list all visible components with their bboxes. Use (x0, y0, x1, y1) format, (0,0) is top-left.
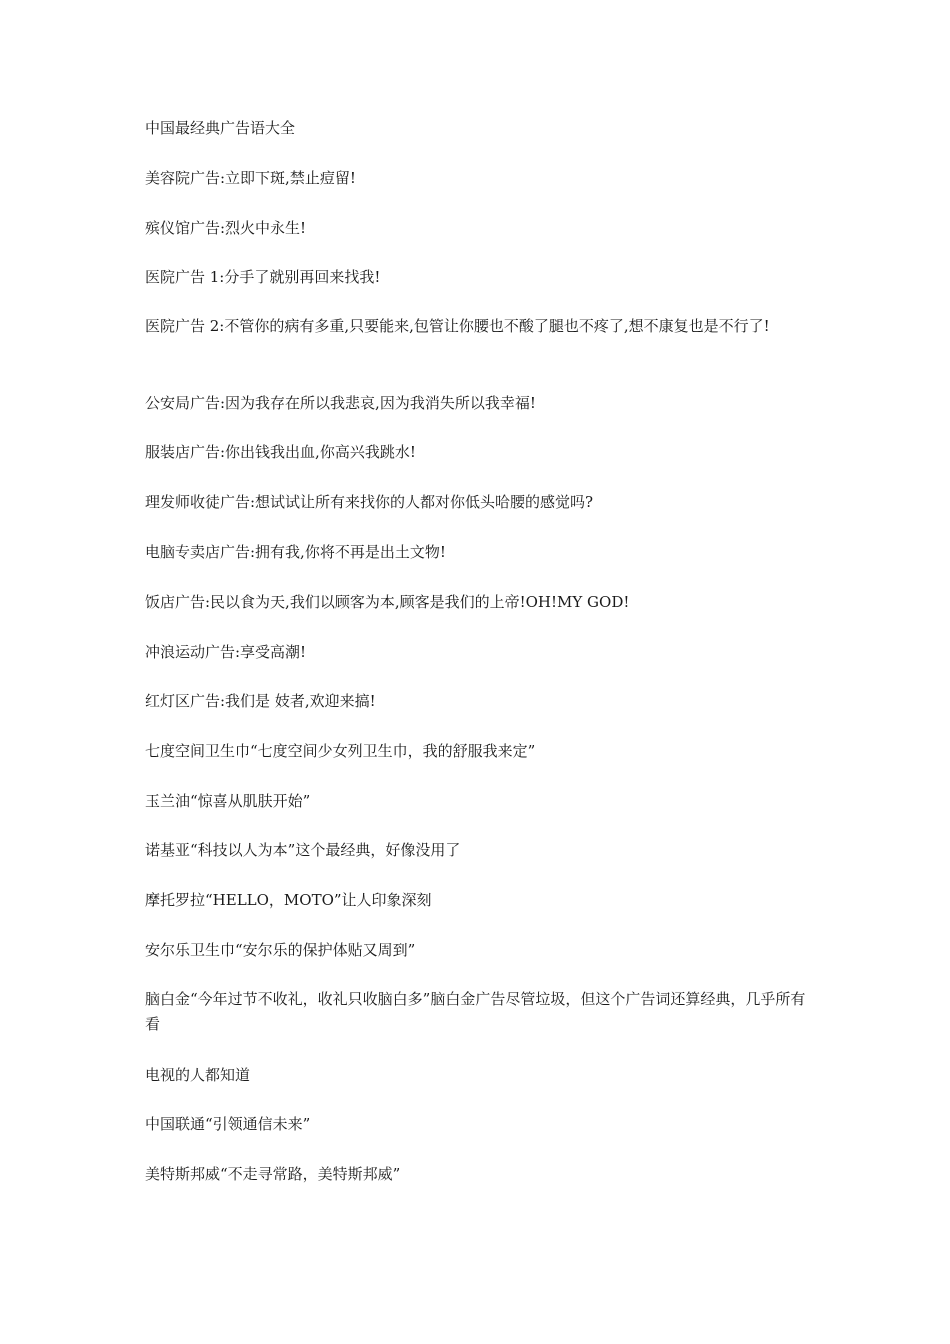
paragraph: 医院广告 2:不管你的病有多重,只要能来,包管让你腰也不酸了腿也不疼了,想不康复也是不行了! (145, 317, 770, 335)
paragraph: 电脑专卖店广告:拥有我,你将不再是出土文物! (145, 543, 446, 561)
paragraph: 摩托罗拉“HELLO，MOTO”让人印象深刻 (145, 891, 432, 909)
paragraph: 安尔乐卫生巾“安尔乐的保护体贴又周到” (145, 941, 416, 959)
paragraph: 饭店广告:民以食为天,我们以顾客为本,顾客是我们的上帝!OH!MY GOD! (145, 593, 630, 611)
paragraph: 脑白金“今年过节不收礼，收礼只收脑白多”脑白金广告尽管垃圾，但这个广告词还算经典，几乎所有看 (145, 990, 806, 1033)
paragraph: 美特斯邦威“不走寻常路，美特斯邦威” (145, 1165, 401, 1183)
paragraph: 理发师收徒广告:想试试让所有来找你的人都对你低头哈腰的感觉吗? (145, 493, 594, 511)
paragraph: 红灯区广告:我们是 妓者,欢迎来搞! (145, 692, 376, 710)
paragraph: 美容院广告:立即下斑,禁止痘留! (145, 169, 356, 187)
document-title: 中国最经典广告语大全 (145, 119, 296, 137)
paragraph: 服装店广告:你出钱我出血,你高兴我跳水! (145, 443, 416, 461)
paragraph: 冲浪运动广告:享受高潮! (145, 643, 307, 661)
paragraph: 玉兰油“惊喜从肌肤开始” (145, 792, 311, 810)
paragraph: 公安局广告:因为我存在所以我悲哀,因为我消失所以我幸福! (145, 394, 536, 412)
paragraph: 殡仪馆广告:烈火中永生! (145, 219, 307, 237)
paragraph: 电视的人都知道 (145, 1066, 251, 1084)
paragraph: 诺基亚“科技以人为本”这个最经典，好像没用了 (145, 841, 461, 859)
paragraph: 中国联通“引领通信未来” (145, 1115, 311, 1133)
paragraph: 医院广告 1:分手了就别再回来找我! (145, 268, 381, 286)
paragraph: 七度空间卫生巾“七度空间少女列卫生巾，我的舒服我来定” (145, 742, 536, 760)
